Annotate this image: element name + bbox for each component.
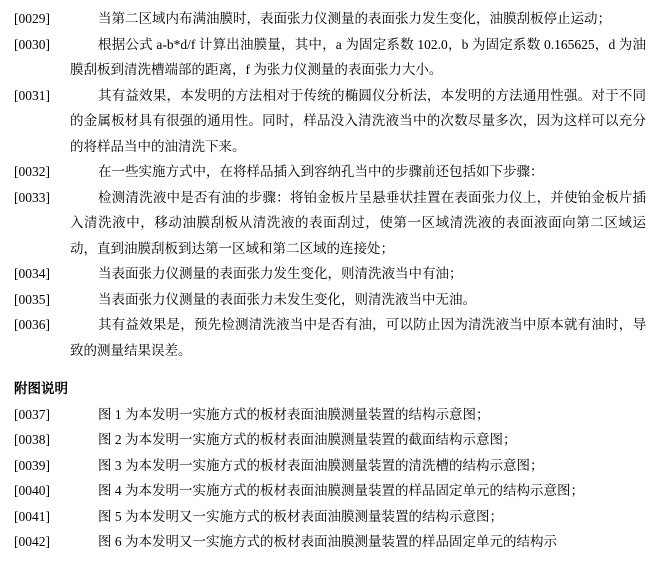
section-heading: 附图说明 [14,381,68,396]
paragraph-number: [0030] [14,36,50,52]
paragraph [14,32,646,83]
paragraph-text: 当表面张力仪测量的表面张力发生变化，则清洗液当中有油； [98,266,463,281]
paragraph-text: 在一些实施方式中，在将样品插入到容纳孔当中的步骤前还包括如下步骤： [98,164,544,179]
figure-description [14,453,646,479]
paragraph [14,185,646,262]
paragraph [14,312,646,363]
paragraph-text: 图 6 为本发明又一实施方式的板材表面油膜测量装置的样品固定单元的结构示 [98,534,557,549]
paragraph-number: [0042] [14,534,50,549]
paragraph-number: [0031] [14,87,50,103]
paragraph-text: 根据公式 a-b*d/f 计算出油膜量，其中，a 为固定系数 102.0，b 为固定系数 0.165625，d 为油膜刮板到清洗槽端部的距离，f 为张力仪测量的表面张力大小。 [70,36,646,77]
paragraph [14,261,646,287]
paragraph-text: 当第二区域内布满油膜时，表面张力仪测量的表面张力发生变化，油膜刮板停止运动； [98,11,611,26]
paragraph-number: [0034] [14,266,50,281]
paragraph-text: 图 3 为本发明一实施方式的板材表面油膜测量装置的清洗槽的结构示意图； [98,457,544,473]
figure-description [14,427,646,453]
figure-description [14,402,646,428]
figure-description [14,529,646,555]
paragraph-text: 当表面张力仪测量的表面张力未发生变化，则清洗液当中无油。 [98,291,476,307]
paragraph-text: 其有益效果是，预先检测清洗液当中是否有油，可以防止因为清洗液当中原本就有油时，导致的测量结果误差。 [70,317,646,358]
paragraph-text: 图 2 为本发明一实施方式的板材表面油膜测量装置的截面结构示意图； [98,432,517,447]
paragraph-number: [0033] [14,189,50,205]
paragraph-number: [0038] [14,432,50,447]
paragraph-number: [0037] [14,406,50,422]
paragraph [14,6,646,32]
paragraph-number: [0039] [14,457,50,473]
paragraph [14,83,646,160]
figure-description [14,478,646,504]
paragraph-number: [0041] [14,508,50,524]
paragraph-text: 图 5 为本发明又一实施方式的板材表面油膜测量装置的结构示意图； [98,508,503,524]
paragraph-number: [0029] [14,11,50,26]
paragraph-number: [0040] [14,483,50,498]
paragraph-text: 图 4 为本发明一实施方式的板材表面油膜测量装置的样品固定单元的结构示意图； [98,483,584,498]
paragraph-text: 检测清洗液中是否有油的步骤：将铂金板片呈悬垂状挂置在表面张力仪上，并使铂金板片插入清洗液中，移动油膜刮板从清洗液的表面刮过，使第一区域清洗液的表面液面向第二区域运动，直到油膜刮板到达第一区域和第二区域的连接处； [70,189,646,256]
paragraph [14,287,646,313]
paragraph-number: [0036] [14,317,50,332]
paragraph-text: 其有益效果，本发明的方法相对于传统的椭圆仪分析法，本发明的方法通用性强。对于不同的金属板材具有很强的通用性。同时，样品没入清洗液当中的次数尽量多次，因为这样可以充分的将样品当中的油清洗下来。 [70,87,646,154]
paragraph-number: [0035] [14,291,50,307]
paragraph-number: [0032] [14,164,50,179]
figure-description [14,504,646,530]
paragraph-text: 图 1 为本发明一实施方式的板材表面油膜测量装置的结构示意图； [98,406,490,422]
paragraph [14,159,646,185]
